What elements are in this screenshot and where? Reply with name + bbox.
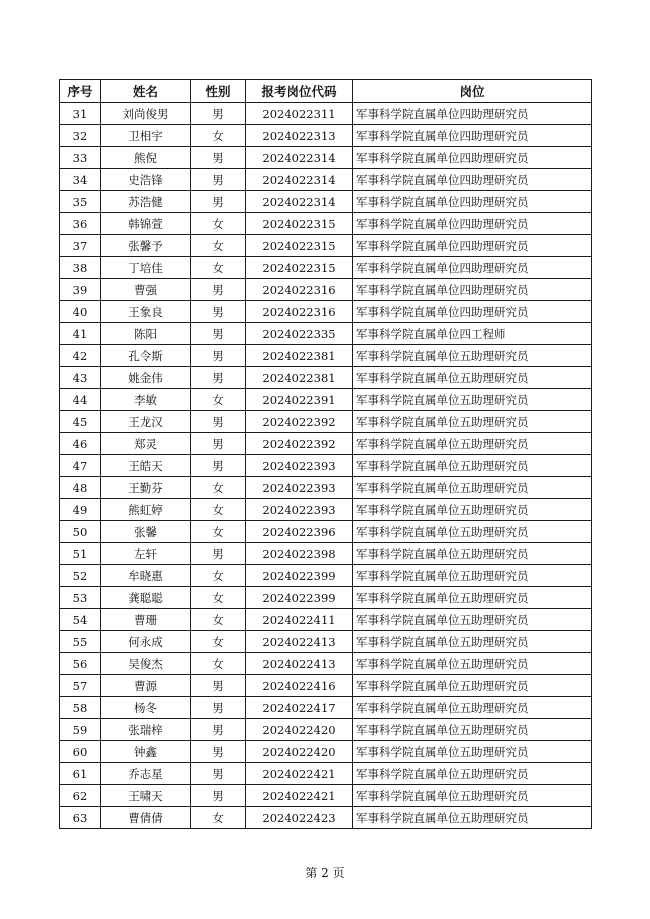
cell-position-code: 2024022392	[246, 411, 353, 433]
table-row	[60, 763, 592, 785]
cell-position: 军事科学院直属单位五助理研究员	[353, 477, 592, 499]
table-row	[60, 345, 592, 367]
table-row	[60, 169, 592, 191]
header-position: 岗位	[353, 80, 592, 103]
cell-position: 军事科学院直属单位五助理研究员	[353, 653, 592, 675]
cell-position: 军事科学院直属单位四助理研究员	[353, 169, 592, 191]
table-row	[60, 301, 592, 323]
cell-gender: 女	[191, 389, 246, 411]
cell-name: 王啸天	[101, 785, 191, 807]
cell-position-code: 2024022311	[246, 103, 353, 125]
table-row	[60, 565, 592, 587]
page-number: 第 2 页	[305, 866, 345, 880]
cell-name: 卫相宇	[101, 125, 191, 147]
cell-index: 46	[60, 433, 101, 455]
cell-position-code: 2024022391	[246, 389, 353, 411]
cell-position-code: 2024022315	[246, 213, 353, 235]
cell-name: 杨冬	[101, 697, 191, 719]
table-row	[60, 455, 592, 477]
cell-position: 军事科学院直属单位五助理研究员	[353, 609, 592, 631]
cell-name: 张瑞梓	[101, 719, 191, 741]
cell-name: 左轩	[101, 543, 191, 565]
cell-position-code: 2024022423	[246, 807, 353, 829]
cell-position-code: 2024022314	[246, 191, 353, 213]
cell-name: 熊倪	[101, 147, 191, 169]
cell-position-code: 2024022411	[246, 609, 353, 631]
cell-position-code: 2024022392	[246, 433, 353, 455]
cell-position: 军事科学院直属单位四助理研究员	[353, 125, 592, 147]
cell-index: 39	[60, 279, 101, 301]
cell-position-code: 2024022421	[246, 763, 353, 785]
cell-position: 军事科学院直属单位五助理研究员	[353, 433, 592, 455]
cell-position: 军事科学院直属单位四助理研究员	[353, 103, 592, 125]
cell-name: 王象良	[101, 301, 191, 323]
cell-index: 40	[60, 301, 101, 323]
cell-position-code: 2024022335	[246, 323, 353, 345]
cell-position-code: 2024022396	[246, 521, 353, 543]
cell-gender: 女	[191, 631, 246, 653]
table-row	[60, 213, 592, 235]
table-row	[60, 543, 592, 565]
table-row	[60, 477, 592, 499]
table-row	[60, 433, 592, 455]
table-row	[60, 741, 592, 763]
cell-gender: 女	[191, 807, 246, 829]
header-position-code: 报考岗位代码	[246, 80, 353, 103]
cell-position: 军事科学院直属单位五助理研究员	[353, 389, 592, 411]
cell-name: 牟晓惠	[101, 565, 191, 587]
table-row	[60, 323, 592, 345]
cell-position-code: 2024022314	[246, 169, 353, 191]
cell-name: 王勤芬	[101, 477, 191, 499]
table-row	[60, 147, 592, 169]
cell-name: 张馨予	[101, 235, 191, 257]
header-gender: 性别	[191, 80, 246, 103]
table-row	[60, 235, 592, 257]
cell-position: 军事科学院直属单位四助理研究员	[353, 191, 592, 213]
cell-gender: 男	[191, 719, 246, 741]
cell-position: 军事科学院直属单位五助理研究员	[353, 675, 592, 697]
cell-position: 军事科学院直属单位五助理研究员	[353, 741, 592, 763]
cell-name: 熊虹婷	[101, 499, 191, 521]
header-row	[60, 80, 592, 103]
header-name: 姓名	[101, 80, 191, 103]
cell-position: 军事科学院直属单位四助理研究员	[353, 213, 592, 235]
cell-gender: 女	[191, 609, 246, 631]
cell-position: 军事科学院直属单位五助理研究员	[353, 565, 592, 587]
cell-name: 曹源	[101, 675, 191, 697]
cell-position-code: 2024022399	[246, 587, 353, 609]
cell-name: 王皓天	[101, 455, 191, 477]
cell-position: 军事科学院直属单位五助理研究员	[353, 455, 592, 477]
cell-index: 44	[60, 389, 101, 411]
cell-name: 钟鑫	[101, 741, 191, 763]
cell-index: 56	[60, 653, 101, 675]
cell-index: 60	[60, 741, 101, 763]
cell-index: 61	[60, 763, 101, 785]
table-row	[60, 279, 592, 301]
cell-index: 45	[60, 411, 101, 433]
cell-index: 36	[60, 213, 101, 235]
cell-position-code: 2024022398	[246, 543, 353, 565]
table-row	[60, 367, 592, 389]
cell-position: 军事科学院直属单位五助理研究员	[353, 785, 592, 807]
cell-name: 刘尚俊男	[101, 103, 191, 125]
table-row	[60, 807, 592, 829]
cell-index: 47	[60, 455, 101, 477]
cell-name: 曹倩倩	[101, 807, 191, 829]
cell-position: 军事科学院直属单位五助理研究员	[353, 411, 592, 433]
cell-gender: 男	[191, 169, 246, 191]
cell-gender: 男	[191, 763, 246, 785]
cell-position-code: 2024022393	[246, 477, 353, 499]
cell-position: 军事科学院直属单位五助理研究员	[353, 763, 592, 785]
cell-gender: 女	[191, 257, 246, 279]
cell-gender: 男	[191, 103, 246, 125]
cell-name: 乔志星	[101, 763, 191, 785]
cell-index: 35	[60, 191, 101, 213]
cell-gender: 女	[191, 213, 246, 235]
table-row	[60, 257, 592, 279]
cell-gender: 女	[191, 587, 246, 609]
cell-index: 32	[60, 125, 101, 147]
cell-position: 军事科学院直属单位四助理研究员	[353, 257, 592, 279]
cell-index: 49	[60, 499, 101, 521]
cell-name: 韩锦萱	[101, 213, 191, 235]
cell-position-code: 2024022381	[246, 367, 353, 389]
cell-index: 55	[60, 631, 101, 653]
table-row	[60, 609, 592, 631]
cell-position-code: 2024022315	[246, 257, 353, 279]
cell-position: 军事科学院直属单位四工程师	[353, 323, 592, 345]
cell-name: 姚金伟	[101, 367, 191, 389]
cell-index: 59	[60, 719, 101, 741]
table-row	[60, 785, 592, 807]
table-row	[60, 389, 592, 411]
cell-index: 52	[60, 565, 101, 587]
cell-position-code: 2024022315	[246, 235, 353, 257]
cell-name: 陈阳	[101, 323, 191, 345]
cell-index: 58	[60, 697, 101, 719]
cell-index: 34	[60, 169, 101, 191]
cell-index: 38	[60, 257, 101, 279]
cell-gender: 女	[191, 235, 246, 257]
cell-position-code: 2024022381	[246, 345, 353, 367]
cell-index: 41	[60, 323, 101, 345]
cell-gender: 男	[191, 367, 246, 389]
cell-position-code: 2024022393	[246, 455, 353, 477]
table-row	[60, 631, 592, 653]
cell-index: 31	[60, 103, 101, 125]
cell-position-code: 2024022413	[246, 631, 353, 653]
cell-gender: 男	[191, 741, 246, 763]
cell-name: 郑灵	[101, 433, 191, 455]
cell-position: 军事科学院直属单位四助理研究员	[353, 301, 592, 323]
cell-position-code: 2024022314	[246, 147, 353, 169]
cell-position-code: 2024022421	[246, 785, 353, 807]
cell-position: 军事科学院直属单位五助理研究员	[353, 807, 592, 829]
cell-index: 63	[60, 807, 101, 829]
cell-name: 何永成	[101, 631, 191, 653]
cell-gender: 女	[191, 499, 246, 521]
cell-index: 48	[60, 477, 101, 499]
cell-position: 军事科学院直属单位五助理研究员	[353, 345, 592, 367]
cell-gender: 女	[191, 477, 246, 499]
cell-index: 54	[60, 609, 101, 631]
cell-index: 42	[60, 345, 101, 367]
cell-gender: 男	[191, 785, 246, 807]
cell-gender: 男	[191, 323, 246, 345]
cell-gender: 男	[191, 433, 246, 455]
cell-position-code: 2024022316	[246, 279, 353, 301]
cell-gender: 男	[191, 675, 246, 697]
cell-name: 龚聪聪	[101, 587, 191, 609]
cell-name: 孔令斯	[101, 345, 191, 367]
cell-name: 丁培佳	[101, 257, 191, 279]
table-row	[60, 675, 592, 697]
cell-index: 43	[60, 367, 101, 389]
cell-gender: 男	[191, 697, 246, 719]
table-row	[60, 653, 592, 675]
cell-position: 军事科学院直属单位四助理研究员	[353, 235, 592, 257]
cell-name: 吴俊杰	[101, 653, 191, 675]
table-row	[60, 719, 592, 741]
cell-position-code: 2024022413	[246, 653, 353, 675]
table-row	[60, 191, 592, 213]
cell-gender: 男	[191, 543, 246, 565]
cell-index: 37	[60, 235, 101, 257]
table-row	[60, 125, 592, 147]
cell-position-code: 2024022399	[246, 565, 353, 587]
cell-index: 53	[60, 587, 101, 609]
cell-gender: 男	[191, 301, 246, 323]
cell-position-code: 2024022416	[246, 675, 353, 697]
cell-gender: 女	[191, 125, 246, 147]
cell-gender: 男	[191, 345, 246, 367]
cell-gender: 男	[191, 147, 246, 169]
cell-index: 62	[60, 785, 101, 807]
header-index: 序号	[60, 80, 101, 103]
cell-position: 军事科学院直属单位五助理研究员	[353, 499, 592, 521]
cell-name: 张馨	[101, 521, 191, 543]
cell-index: 50	[60, 521, 101, 543]
cell-name: 曹强	[101, 279, 191, 301]
cell-index: 51	[60, 543, 101, 565]
cell-gender: 男	[191, 279, 246, 301]
cell-name: 史浩锋	[101, 169, 191, 191]
cell-gender: 男	[191, 411, 246, 433]
table-row	[60, 521, 592, 543]
cell-position-code: 2024022420	[246, 719, 353, 741]
cell-position: 军事科学院直属单位四助理研究员	[353, 147, 592, 169]
table-row	[60, 587, 592, 609]
cell-gender: 男	[191, 455, 246, 477]
cell-position: 军事科学院直属单位五助理研究员	[353, 697, 592, 719]
cell-position-code: 2024022393	[246, 499, 353, 521]
cell-position: 军事科学院直属单位五助理研究员	[353, 719, 592, 741]
cell-position: 军事科学院直属单位五助理研究员	[353, 521, 592, 543]
table-row	[60, 697, 592, 719]
cell-name: 苏浩健	[101, 191, 191, 213]
cell-position-code: 2024022417	[246, 697, 353, 719]
cell-position-code: 2024022420	[246, 741, 353, 763]
cell-position: 军事科学院直属单位四助理研究员	[353, 279, 592, 301]
cell-gender: 女	[191, 565, 246, 587]
cell-position: 军事科学院直属单位五助理研究员	[353, 543, 592, 565]
cell-position: 军事科学院直属单位五助理研究员	[353, 367, 592, 389]
cell-index: 33	[60, 147, 101, 169]
cell-gender: 女	[191, 521, 246, 543]
table-row	[60, 411, 592, 433]
cell-index: 57	[60, 675, 101, 697]
cell-position: 军事科学院直属单位五助理研究员	[353, 587, 592, 609]
cell-name: 王龙汉	[101, 411, 191, 433]
cell-name: 李敏	[101, 389, 191, 411]
cell-name: 曹珊	[101, 609, 191, 631]
cell-gender: 女	[191, 653, 246, 675]
table-row	[60, 103, 592, 125]
table-row	[60, 499, 592, 521]
roster-table	[59, 79, 592, 829]
cell-position-code: 2024022313	[246, 125, 353, 147]
cell-gender: 男	[191, 191, 246, 213]
cell-position-code: 2024022316	[246, 301, 353, 323]
cell-position: 军事科学院直属单位五助理研究员	[353, 631, 592, 653]
